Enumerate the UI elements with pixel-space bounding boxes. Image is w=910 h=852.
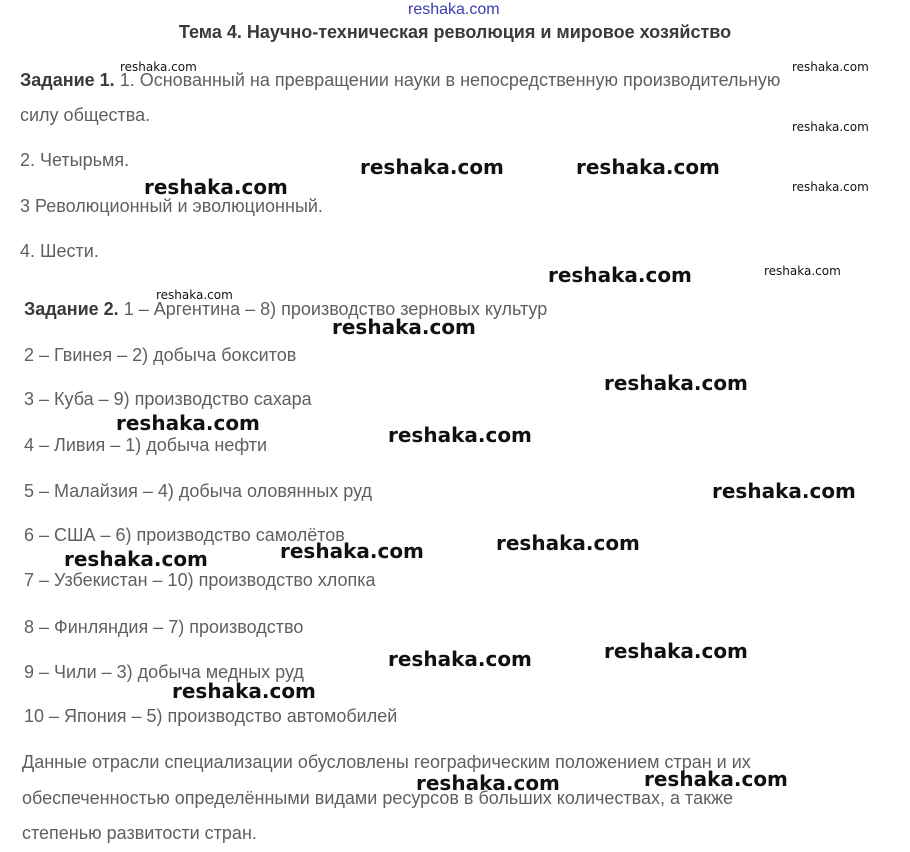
watermark: reshaka.com [64,547,208,571]
conclusion-line: Данные отрасли специализации обусловлены географическим положением стран и их [22,752,751,772]
task2-item: 2 – Гвинея – 2) добыча бокситов [24,345,297,365]
site-header-link[interactable]: reshaka.com [408,1,500,18]
watermark: reshaka.com [116,411,260,435]
task2-item: 4 – Ливия – 1) добыча нефти [24,435,268,455]
task2-label: Задание 2. [24,299,119,319]
conclusion-line: степенью развитости стран. [22,823,257,843]
watermark: reshaka.com [792,120,869,134]
watermark: reshaka.com [156,288,233,302]
watermark: reshaka.com [388,647,532,671]
task2-item: 6 – США – 6) производство самолётов [24,525,345,545]
watermark: reshaka.com [576,155,720,179]
watermark: reshaka.com [604,371,748,395]
task1-answer4: 4. Шести. [20,241,99,261]
watermark: reshaka.com [548,263,692,287]
watermark: reshaka.com [416,771,560,795]
task2-item: 7 – Узбекистан – 10) производство хлопка [24,570,376,590]
task2-item: 3 – Куба – 9) производство сахара [24,389,312,409]
task2-item: 10 – Япония – 5) производство автомобилей [24,706,398,726]
task2-item: 8 – Финляндия – 7) производство [24,617,304,637]
watermark: reshaka.com [604,639,748,663]
task1-label: Задание 1. [20,70,115,90]
conclusion-line: обеспеченностью определёнными видами ресурсов в больших количествах, а также [22,788,734,808]
task2-item: 5 – Малайзия – 4) добыча оловянных руд [24,481,372,501]
watermark: reshaka.com [792,180,869,194]
watermark: reshaka.com [332,315,476,339]
watermark: reshaka.com [764,264,841,278]
watermark: reshaka.com [280,539,424,563]
task1-answer3: 3 Революционный и эволюционный. [20,196,323,216]
watermark: reshaka.com [120,60,197,74]
task2-item: 9 – Чили – 3) добыча медных руд [24,662,304,682]
page-title: Тема 4. Научно-техническая революция и мировое хозяйство [178,22,732,42]
watermark: reshaka.com [712,479,856,503]
task2-item1: 1 – Аргентина – 8) производство зерновых культур [118,299,548,319]
task1-answer1-cont: силу общества. [20,105,151,125]
watermark: reshaka.com [360,155,504,179]
watermark: reshaka.com [496,531,640,555]
task1-answer2: 2. Четырьмя. [20,150,130,170]
task1-answer1-text: 1. Основанный на превращении науки в непосредственную производительную [114,70,781,90]
watermark: reshaka.com [644,767,788,791]
watermark: reshaka.com [388,423,532,447]
watermark: reshaka.com [792,60,869,74]
watermark: reshaka.com [172,679,316,703]
watermark: reshaka.com [144,175,288,199]
